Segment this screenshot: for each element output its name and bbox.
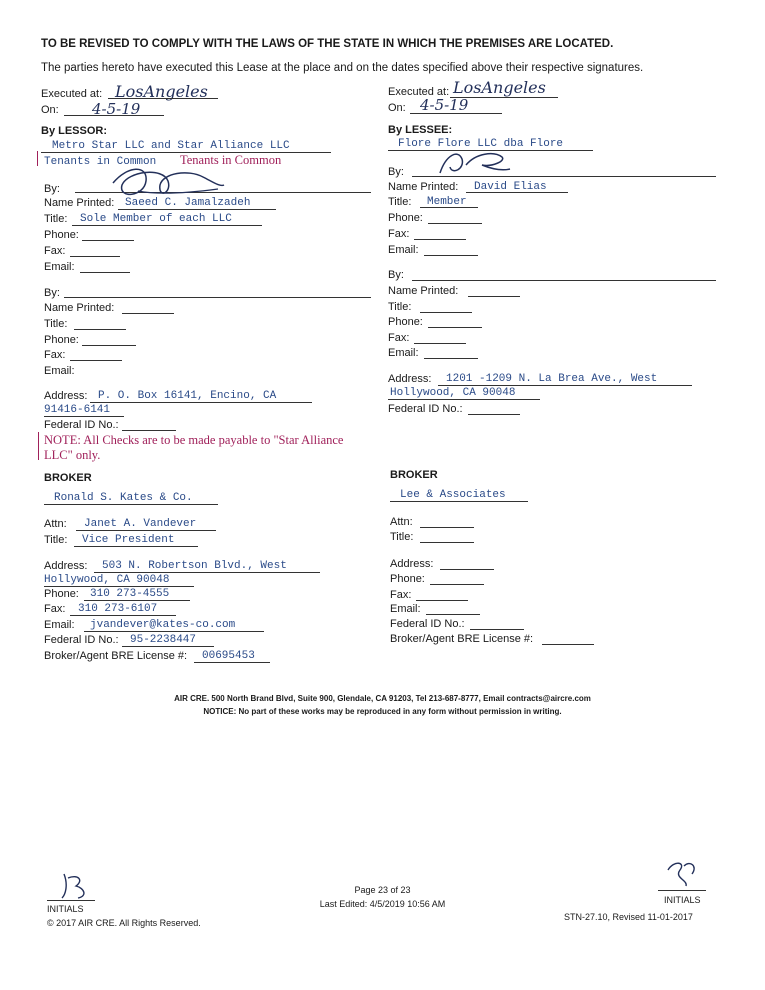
lessee-address-label: Address: xyxy=(388,373,432,385)
lessor-heading: By LESSOR: xyxy=(41,125,108,137)
lessee-name-line1: Flore Flore LLC dba Flore xyxy=(398,138,564,150)
broker-right-fax-line xyxy=(416,600,468,601)
lessee-title-value: Member xyxy=(427,196,467,208)
lessor-by2-label: By: xyxy=(44,287,60,299)
lessor-executed-handwritten: LosAngeles xyxy=(115,82,208,101)
lessee-phone2-label: Phone: xyxy=(388,316,423,328)
lessee-title2-line xyxy=(420,312,472,313)
lessee-on-label: On: xyxy=(388,102,406,114)
broker-left-license-value: 00695453 xyxy=(202,650,255,662)
lessor-email-label: Email: xyxy=(44,261,75,273)
lessor-phone-line xyxy=(82,240,134,241)
broker-right-company: Lee & Associates xyxy=(400,489,506,501)
lessor-address-label: Address: xyxy=(44,390,88,402)
lessee-by1-label: By: xyxy=(388,166,404,178)
lessor-fax2-label: Fax: xyxy=(44,349,66,361)
lessor-edit-mark xyxy=(37,151,38,166)
lessee-fax2-line xyxy=(414,343,466,344)
broker-left-company-line xyxy=(44,504,218,505)
lessee-name-printed-line xyxy=(466,192,568,193)
initials-right-label: INITIALS xyxy=(664,895,701,905)
lessor-name-printed-line xyxy=(118,209,276,210)
broker-left-address-label: Address: xyxy=(44,560,88,572)
lessee-federal-id-line xyxy=(468,414,520,415)
lessee-heading: By LESSEE: xyxy=(388,124,453,136)
broker-right-fax-label: Fax: xyxy=(390,589,412,601)
lessee-email2-line xyxy=(424,358,478,359)
broker-right-license-line xyxy=(542,644,594,645)
broker-left-title-label: Title: xyxy=(44,534,68,546)
lessor-name-printed-label: Name Printed: xyxy=(44,197,115,209)
lessor-name-line2: Tenants in Common xyxy=(44,156,157,168)
lessor-email2-label: Email: xyxy=(44,365,75,377)
lessee-title-label: Title: xyxy=(388,196,412,208)
broker-left-phone-value: 310 273-4555 xyxy=(90,588,170,600)
lessor-date-handwritten: 4-5-19 xyxy=(92,100,141,118)
lessor-address-rule2 xyxy=(44,416,124,417)
broker-left-attn-line xyxy=(76,530,216,531)
lessee-signature2-line xyxy=(412,280,716,281)
copyright: © 2017 AIR CRE. All Rights Reserved. xyxy=(47,918,201,928)
note-edit-mark xyxy=(38,432,39,460)
lessor-on-label: On: xyxy=(41,104,59,116)
form-id: STN-27.10, Revised 11-01-2017 xyxy=(564,912,693,922)
page-number: Page 23 of 23 xyxy=(354,885,411,895)
lessee-executed-label: Executed at: xyxy=(388,86,450,98)
last-edited: Last Edited: 4/5/2019 10:56 AM xyxy=(319,899,446,909)
lessor-fax-line xyxy=(70,256,120,257)
lessor-title-label: Title: xyxy=(44,213,68,225)
broker-left-attn-value: Janet A. Vandever xyxy=(84,518,197,530)
broker-left-attn-label: Attn: xyxy=(44,518,67,530)
broker-right-phone-label: Phone: xyxy=(390,573,425,585)
lessee-address-line2: Hollywood, CA 90048 xyxy=(390,387,516,399)
lessee-federal-id-label: Federal ID No.: xyxy=(388,403,463,415)
broker-right-address-label: Address: xyxy=(390,558,434,570)
lessee-fax2-label: Fax: xyxy=(388,332,410,344)
lessor-note-line2: LLC" only. xyxy=(44,448,101,462)
lessor-phone2-line xyxy=(82,345,136,346)
broker-left-address-line2: Hollywood, CA 90048 xyxy=(44,574,170,586)
lessor-title2-line xyxy=(74,329,126,330)
lessor-executed-line xyxy=(108,98,218,99)
broker-right-attn-line xyxy=(420,527,474,528)
lessor-title2-label: Title: xyxy=(44,318,68,330)
lessor-title-line xyxy=(72,225,262,226)
lessor-signature-image xyxy=(108,163,228,201)
lessee-signature-image xyxy=(432,145,512,179)
lessor-on-line xyxy=(64,115,164,116)
lessee-address-rule xyxy=(438,385,692,386)
lessor-email-line xyxy=(80,272,130,273)
broker-left-address-rule xyxy=(94,572,320,573)
lessee-name-printed-label: Name Printed: xyxy=(388,181,459,193)
lessee-on-line xyxy=(410,113,502,114)
lessee-executed-handwritten: LosAngeles xyxy=(453,78,546,97)
broker-left-address-rule2 xyxy=(44,586,194,587)
broker-right-address-line xyxy=(440,569,494,570)
lessee-signature1-line xyxy=(412,176,716,177)
lessee-email-line xyxy=(424,255,478,256)
lessor-name-printed2-label: Name Printed: xyxy=(44,302,115,314)
reproduction-notice: NOTICE: No part of these works may be reproduced in any form without permission in writing. xyxy=(203,707,562,716)
lessee-fax-label: Fax: xyxy=(388,228,410,240)
lessor-name-line1: Metro Star LLC and Star Alliance LLC xyxy=(52,140,290,152)
broker-right-email-line xyxy=(426,614,480,615)
broker-left-email-line xyxy=(84,631,264,632)
broker-right-license-label: Broker/Agent BRE License #: xyxy=(390,633,534,645)
broker-right-phone-line xyxy=(430,584,484,585)
broker-left-federal-id-label: Federal ID No.: xyxy=(44,634,119,646)
broker-right-federal-id-label: Federal ID No.: xyxy=(390,618,465,630)
lessor-name-printed-value: Saeed C. Jamalzadeh xyxy=(125,197,251,209)
lessee-phone-line xyxy=(428,223,482,224)
lessee-name-printed2-line xyxy=(468,296,520,297)
lessor-title-value: Sole Member of each LLC xyxy=(80,213,232,225)
lessee-address-rule2 xyxy=(388,399,540,400)
broker-left-email-value: jvandever@kates-co.com xyxy=(90,619,236,631)
lessee-phone-label: Phone: xyxy=(388,212,423,224)
broker-right-attn-label: Attn: xyxy=(390,516,413,528)
lessor-signature2-line xyxy=(64,297,371,298)
lessor-address-line2: 91416-6141 xyxy=(44,404,111,416)
lessee-title-line xyxy=(420,207,478,208)
broker-right-email-label: Email: xyxy=(390,603,421,615)
initials-left-label: INITIALS xyxy=(47,904,84,914)
lessee-email-label: Email: xyxy=(388,244,419,256)
broker-left-license-line xyxy=(194,662,270,663)
execution-statement: The parties hereto have executed this Lease at the place and on the dates specified above their respective signatures. xyxy=(41,62,644,74)
broker-right-company-line xyxy=(390,501,528,502)
broker-right-heading: BROKER xyxy=(390,469,438,481)
broker-left-fax-value: 310 273-6107 xyxy=(78,603,158,615)
broker-right-federal-id-line xyxy=(470,629,524,630)
broker-left-address-line1: 503 N. Robertson Blvd., West xyxy=(102,560,287,572)
lessor-phone-label: Phone: xyxy=(44,229,79,241)
lessor-address-rule xyxy=(90,402,312,403)
lessee-email2-label: Email: xyxy=(388,347,419,359)
broker-left-title-value: Vice President xyxy=(82,534,175,546)
broker-left-fax-label: Fax: xyxy=(44,603,66,615)
lessee-by2-label: By: xyxy=(388,269,404,281)
lessor-fax2-line xyxy=(70,360,122,361)
lessor-federal-id-line xyxy=(122,430,176,431)
revision-notice: TO BE REVISED TO COMPLY WITH THE LAWS OF THE STATE IN WHICH THE PREMISES ARE LOCATED. xyxy=(41,38,614,50)
broker-left-phone-line xyxy=(84,600,190,601)
broker-left-phone-label: Phone: xyxy=(44,588,79,600)
broker-right-title-label: Title: xyxy=(390,531,414,543)
broker-left-federal-id-line xyxy=(122,646,214,647)
broker-left-federal-id-value: 95-2238447 xyxy=(130,634,197,646)
lessor-address-line1: P. O. Box 16141, Encino, CA xyxy=(98,390,277,402)
lessor-executed-label: Executed at: xyxy=(41,88,103,100)
lessor-fax-label: Fax: xyxy=(44,245,66,257)
lessee-name-printed-value: David Elias xyxy=(474,181,547,193)
lessee-title2-label: Title: xyxy=(388,301,412,313)
lessee-name-printed2-label: Name Printed: xyxy=(388,285,459,297)
lessor-phone2-label: Phone: xyxy=(44,334,79,346)
lessee-fax-line xyxy=(414,239,466,240)
broker-left-email-label: Email: xyxy=(44,619,75,631)
lessor-by1-label: By: xyxy=(44,183,60,195)
lessor-tenants-handwritten: Tenants in Common xyxy=(180,153,282,167)
broker-right-title-line xyxy=(420,542,474,543)
aircre-contact-line: AIR CRE. 500 North Brand Blvd, Suite 900, Glendale, CA 91203, Tel 213-687-8777, Email contracts@aircre.com xyxy=(174,694,591,703)
lessor-note-line1: NOTE: All Checks are to be made payable to "Star Alliance xyxy=(44,433,344,447)
lessee-date-handwritten: 4-5-19 xyxy=(420,96,469,114)
broker-left-heading: BROKER xyxy=(44,472,92,484)
lessee-address-line1: 1201 -1209 N. La Brea Ave., West xyxy=(446,373,658,385)
lessee-phone2-line xyxy=(428,327,482,328)
lessor-name-printed2-line xyxy=(122,313,174,314)
broker-left-title-line xyxy=(74,546,198,547)
broker-left-license-label: Broker/Agent BRE License #: xyxy=(44,650,188,662)
lessor-federal-id-label: Federal ID No.: xyxy=(44,419,119,431)
broker-left-fax-line xyxy=(70,615,176,616)
broker-left-company: Ronald S. Kates & Co. xyxy=(54,492,193,504)
